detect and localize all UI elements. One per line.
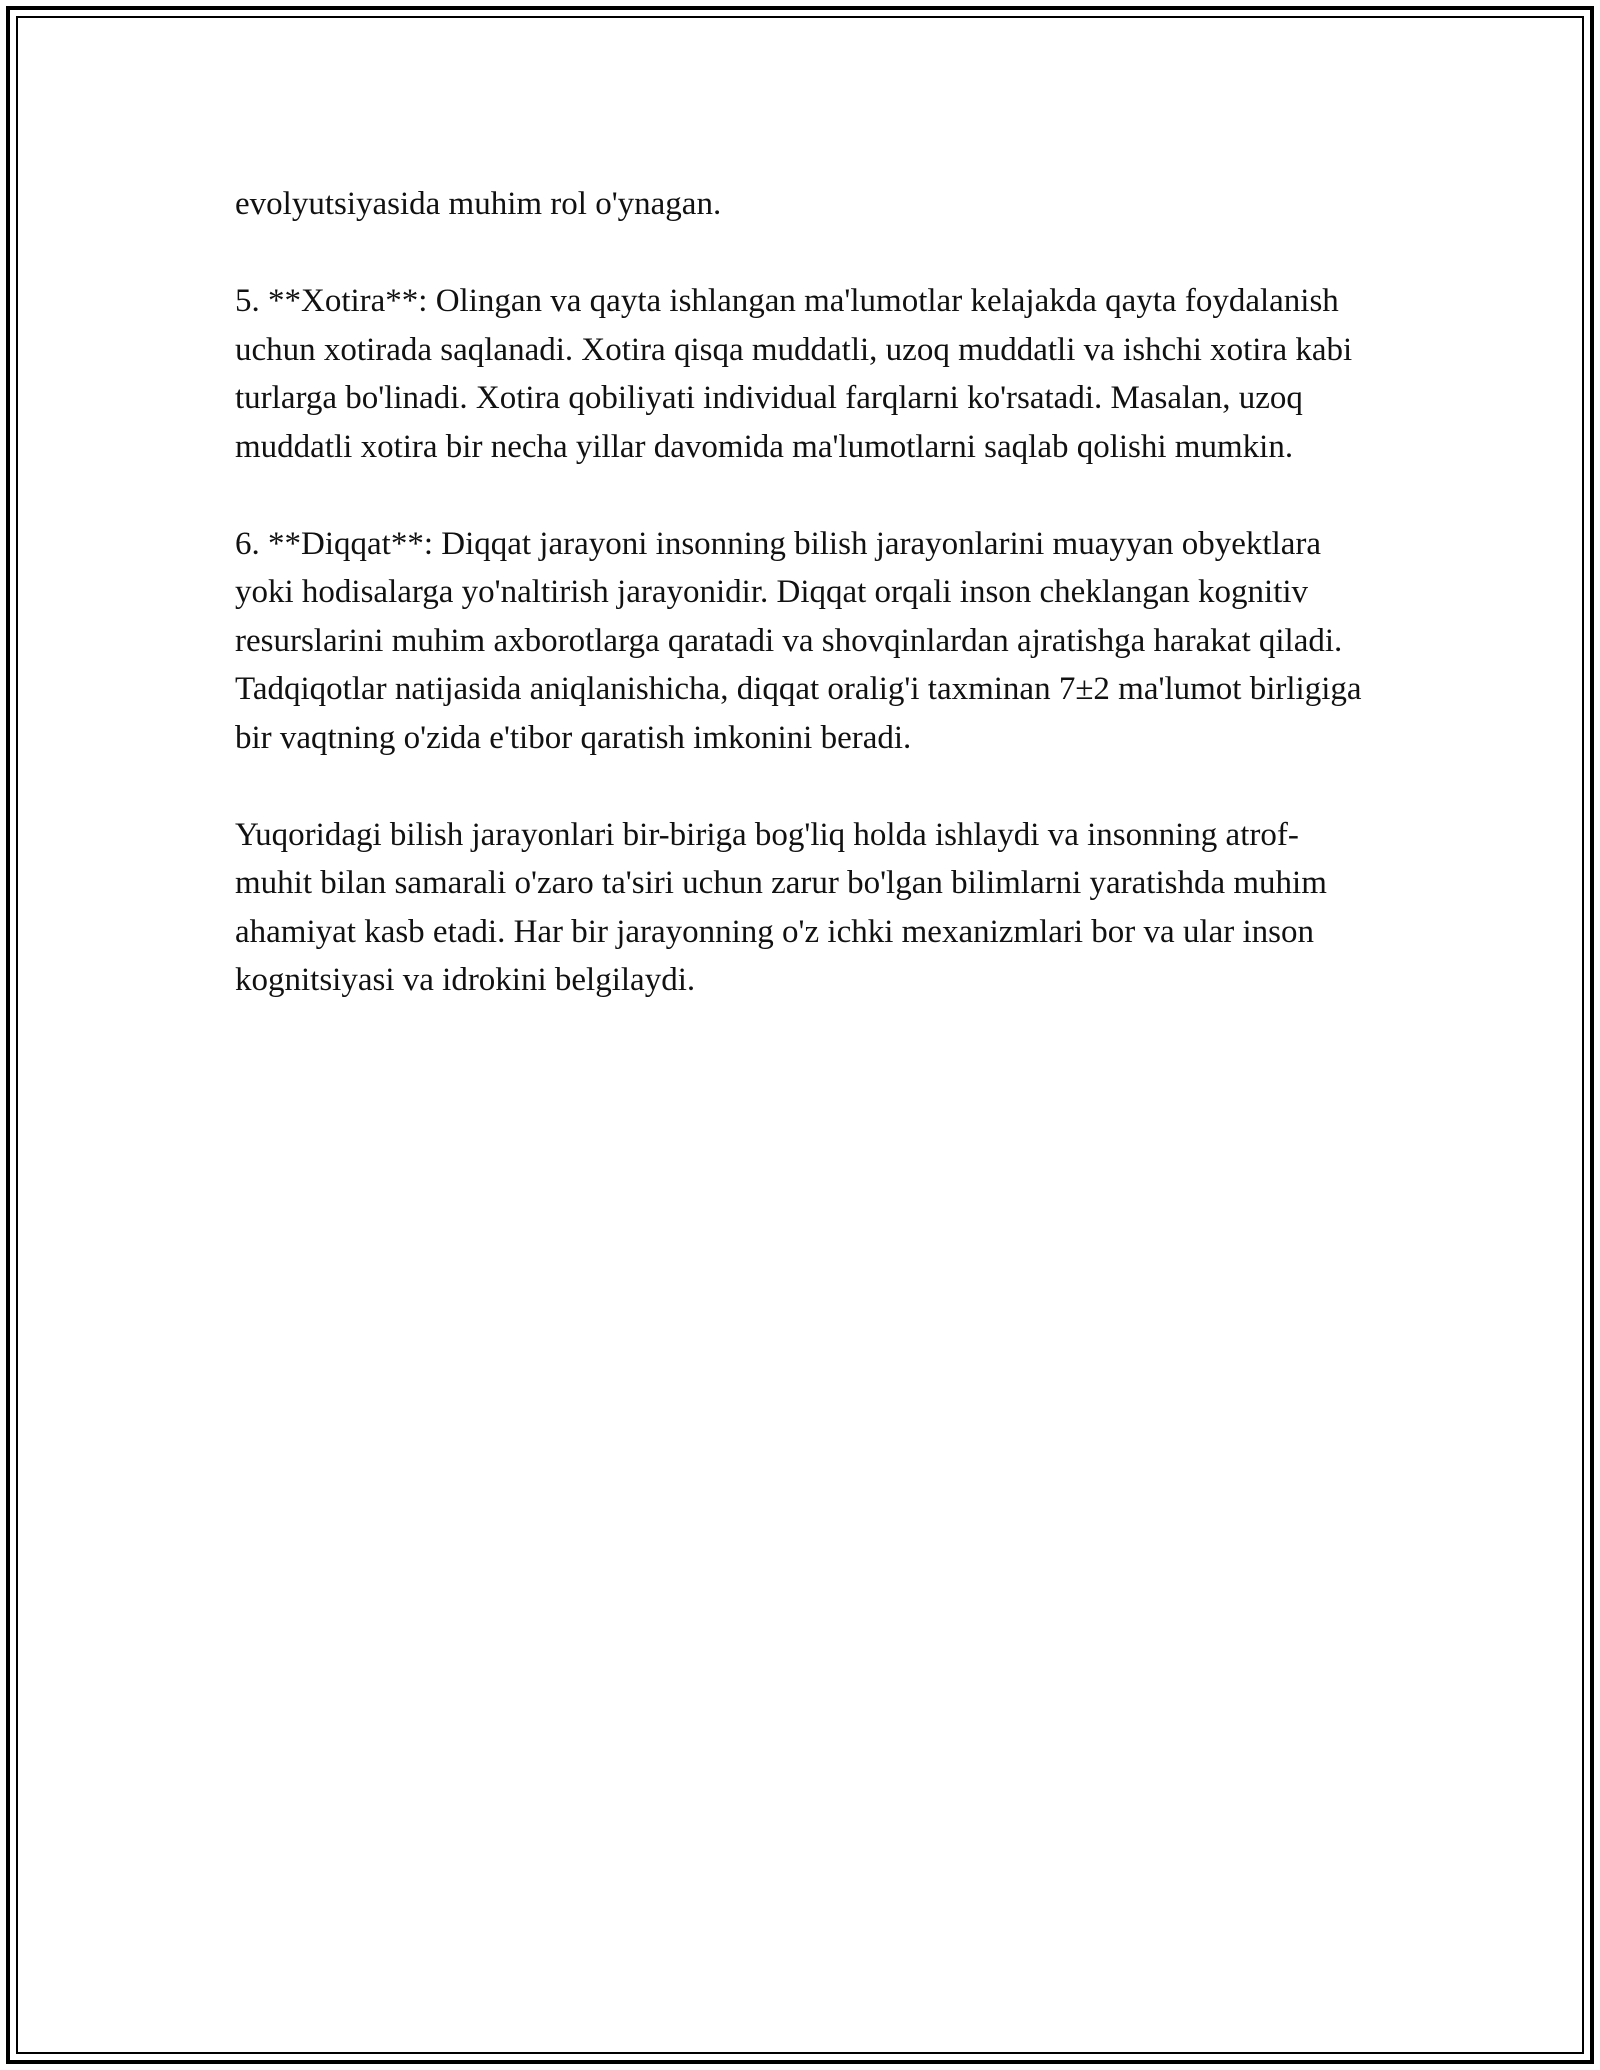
paragraph-xotira: 5. **Xotira**: Olingan va qayta ishlangan ma'lumotlar kelajakda qayta foydalanish uchun xotirada saqlanadi. Xotira qisqa muddatli, uzoq muddatli va ishchi xotira kabi turlarga bo'linadi. Xotira qobiliyati individual farqlarni ko'rsatadi. Masalan, uzoq muddatli xotira bir necha yillar davomida ma'lumotlarni saqlab qolishi mumkin. [235, 283, 1353, 465]
paragraph-continuation: evolyutsiyasida muhim rol o'ynagan. [235, 186, 722, 222]
paragraph-diqqat: 6. **Diqqat**: Diqqat jarayoni insonning bilish jarayonlarini muayyan obyektlara yoki hodisalarga yo'naltirish jarayonidir. Diqqat orqali inson cheklangan kognitiv resurslarini muhim axborotlarga qaratadi va shovqinlardan ajratishga harakat qiladi. Tadqiqotlar natijasida aniqlanishicha, diqqat oralig'i taxminan 7±2 ma'lumot birligiga bir vaqtning o'zida e'tibor qaratish imkonini beradi. [235, 525, 1362, 756]
paragraph-conclusion: Yuqoridagi bilish jarayonlari bir-biriga bog'liq holda ishlaydi va insonning atrof-muhit bilan samarali o'zaro ta'siri uchun zarur bo'lgan bilimlarni yaratishda muhim ahamiyat kasb etadi. Har bir jarayonning o'z ichki mexanizmlari bor va ular inson kognitsiyasi va idrokini belgilaydi. [235, 816, 1327, 998]
document-body [235, 180, 1365, 1053]
